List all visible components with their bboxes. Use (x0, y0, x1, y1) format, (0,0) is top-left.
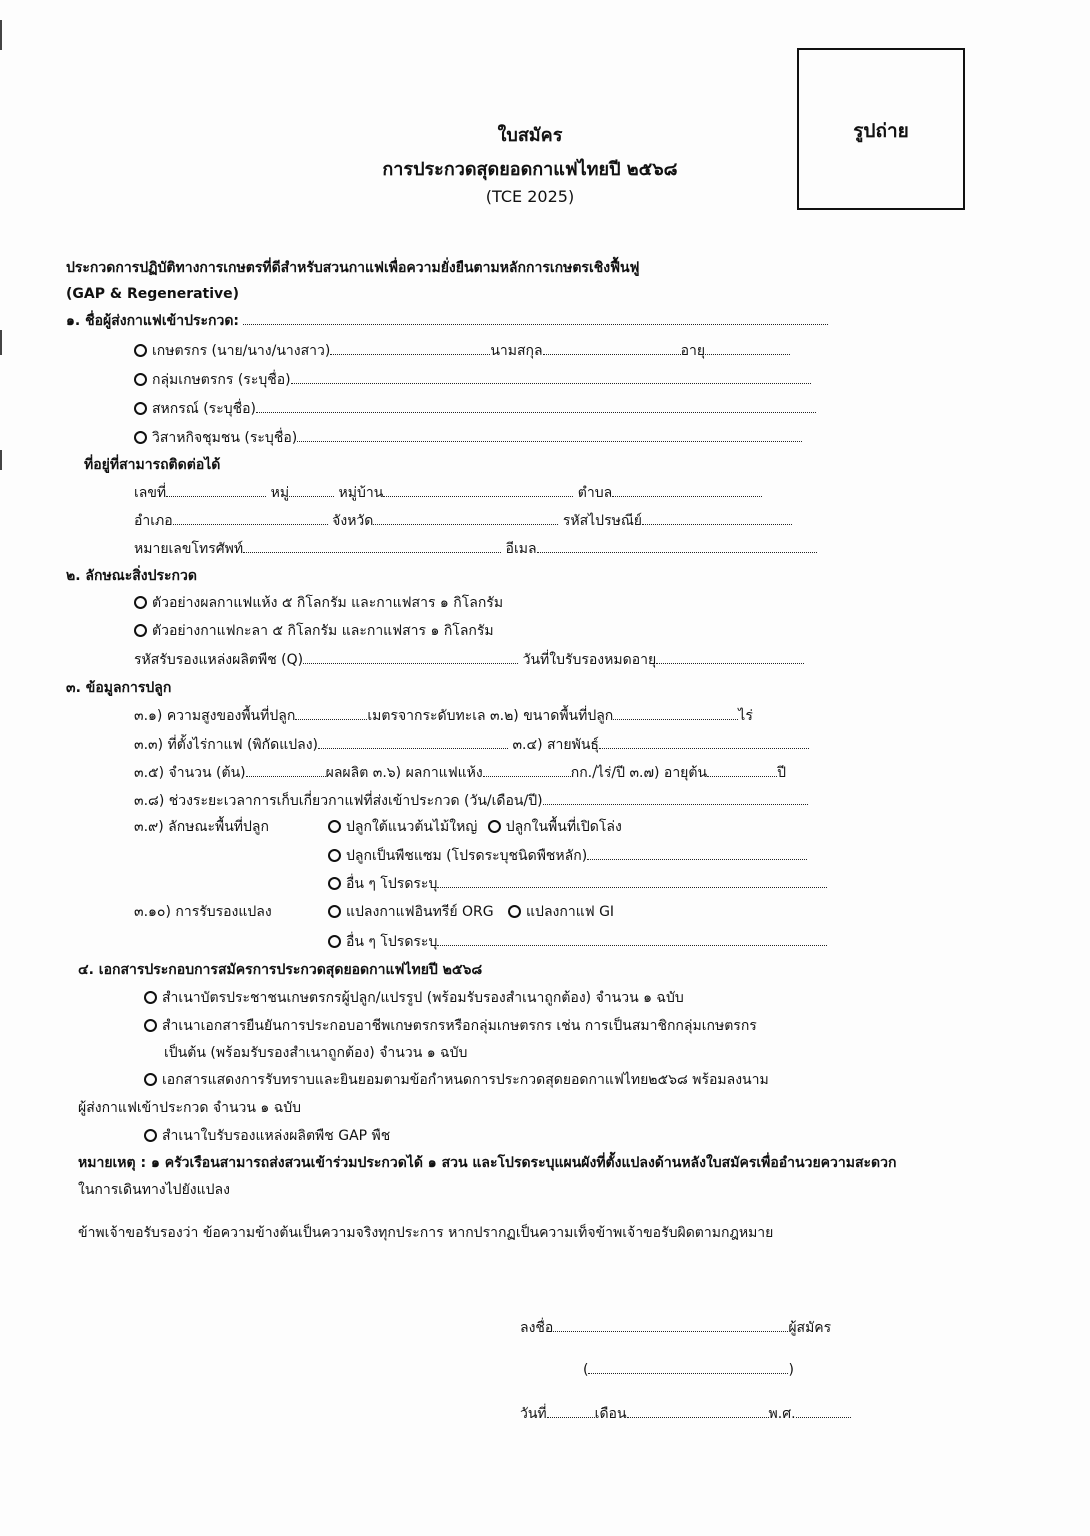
applicant-label: ผู้สมัคร (788, 1320, 832, 1336)
variety-label: ๓.๔) สายพันธุ์ (512, 737, 599, 753)
shade-label: ปลูกใต้แนวต้นไม้ใหญ่ (346, 819, 478, 835)
address-row-2 (134, 510, 792, 531)
organic-label: แปลงกาแฟอินทรีย์ ORG (346, 904, 494, 920)
gap-cert-label: สำเนาใบรับรองแหล่งผลิตพืช GAP พืช (162, 1128, 391, 1144)
area-type-label: ๓.๙) ลักษณะพื้นที่ปลูก (134, 819, 269, 835)
sample-option-row (134, 621, 494, 641)
q-code-row (134, 649, 804, 670)
surname-label: นามสกุล (490, 343, 543, 359)
dried-cherry-label: ตัวอย่างผลกาแฟแห้ง ๕ กิโลกรัม และกาแฟสาร ๑ กิโลกรัม (152, 595, 504, 611)
document-row (144, 988, 684, 1008)
category-line: ประกวดการปฏิบัติทางการเกษตรที่ดีสำหรับสวนกาแฟเพื่อความยั่งยืนตามหลักการเกษตรเชิงฟื้นฟู (66, 260, 640, 276)
address-row-1 (134, 482, 762, 503)
gi-label: แปลงกาแฟ GI (526, 904, 615, 920)
district-label: อำเภอ (134, 513, 173, 529)
cert-label: ๓.๑๐) การรับรองแปลง (134, 904, 272, 920)
group-label: กลุ่มเกษตรกร (ระบุชื่อ) (152, 372, 291, 388)
section2-heading: ๒. ลักษณะสิ่งประกวด (66, 568, 197, 584)
trees-label: ๓.๕) จำนวน (ต้น) (134, 765, 246, 781)
parchment-label: ตัวอย่างกาแฟกะลา ๕ กิโลกรัม และกาแฟสาร ๑ กิโลกรัม (152, 623, 494, 639)
village-label: หมู่บ้าน (338, 485, 384, 501)
subdistrict-label: ตำบล (577, 485, 613, 501)
other-area-radio[interactable] (328, 877, 341, 890)
enterprise-name-field[interactable] (297, 427, 802, 442)
year-field[interactable] (796, 1403, 851, 1418)
other-area-field[interactable] (437, 873, 827, 888)
address-row-3 (134, 538, 817, 559)
dried-cherry-radio[interactable] (134, 596, 147, 609)
intercrop-radio[interactable] (328, 849, 341, 862)
document-row (144, 1070, 769, 1090)
form-code: (TCE 2025) (485, 187, 575, 206)
house-no-label: เลขที่ (134, 485, 167, 501)
altitude-row (134, 705, 753, 726)
district-field[interactable] (173, 510, 328, 525)
declaration: ข้าพเจ้าขอรับรองว่า ข้อความข้างต้นเป็นความจริงทุกประการ หากปรากฏเป็นความเท็จข้าพเจ้าขอรับผิดตามกฎหมาย (78, 1225, 774, 1241)
consent-doc-label-cont: ผู้ส่งกาแฟเข้าประกวด จำนวน ๑ ฉบับ (78, 1100, 302, 1116)
address-heading: ที่อยู่ที่สามารถติดต่อได้ (84, 457, 221, 473)
note-line: หมายเหตุ : ๑ ครัวเรือนสามารถส่งสวนเข้าร่วมประกวดได้ ๑ สวน และโปรดระบุแผนผังที่ตั้งแปลงด้านหลังใบสมัครเพื่ออำนวยความสะดวก (78, 1155, 897, 1171)
scan-edge-mark (0, 20, 2, 50)
other-cert-radio[interactable] (328, 935, 341, 948)
coop-name-field[interactable] (256, 398, 816, 413)
note-line: ในการเดินทางไปยังแปลง (78, 1182, 230, 1198)
signature-field[interactable] (553, 1317, 788, 1332)
moo-label: หมู่ (270, 485, 290, 501)
other-cert-field[interactable] (437, 931, 827, 946)
other-area-label: อื่น ๆ โปรดระบุ (346, 876, 438, 892)
rai-label: ไร่ (738, 708, 753, 724)
intercrop-field[interactable] (587, 845, 807, 860)
phone-field[interactable] (243, 538, 501, 553)
yield-field[interactable] (483, 762, 571, 777)
occupation-doc-checkbox[interactable] (144, 1019, 157, 1032)
q-code-label: รหัสรับรองแหล่งผลิตพืช (Q) (134, 652, 304, 668)
applicant-name-field[interactable] (243, 310, 828, 325)
variety-field[interactable] (599, 734, 809, 749)
yield-label: ผลผลิต ๓.๖) ผลกาแฟแห้ง (325, 765, 483, 781)
enterprise-label: วิสาหกิจชุมชน (ระบุชื่อ) (152, 430, 298, 446)
day-field[interactable] (547, 1403, 595, 1418)
surname-field[interactable] (543, 340, 681, 355)
intercrop-row (328, 845, 807, 866)
phone-label: หมายเลขโทรศัพท์ (134, 541, 244, 557)
section1-row (66, 310, 828, 331)
section4-heading: ๔. เอกสารประกอบการสมัครการประกวดสุดยอดกาแฟไทยปี ๒๕๖๘ (78, 962, 483, 978)
trees-row (134, 762, 786, 783)
email-label: อีเมล (505, 541, 537, 557)
group-row (134, 369, 811, 390)
section3-heading: ๓. ข้อมูลการปลูก (66, 680, 172, 696)
subdistrict-field[interactable] (612, 482, 762, 497)
village-field[interactable] (383, 482, 573, 497)
photo-box[interactable] (797, 48, 965, 210)
scan-edge-mark (0, 330, 2, 355)
postcode-label: รหัสไปรษณีย์ (562, 513, 643, 529)
year-label: พ.ศ. (768, 1406, 796, 1422)
province-label: จังหวัด (332, 513, 374, 529)
shade-radio[interactable] (328, 820, 341, 833)
moo-field[interactable] (289, 482, 334, 497)
yield-unit-label: กก./ไร่/ปี ๓.๗) อายุต้น (570, 765, 708, 781)
farmer-row (134, 340, 790, 361)
intercrop-label: ปลูกเป็นพืชแซม (โปรดระบุชนิดพืชหลัก) (346, 848, 588, 864)
id-card-label: สำเนาบัตรประชาชนเกษตรกรผู้ปลูก/แปรรูป (พร้อมรับรองสำเนาถูกต้อง) จำนวน ๑ ฉบับ (162, 990, 684, 1006)
organic-radio[interactable] (328, 905, 341, 918)
date-row (520, 1403, 851, 1424)
harvest-row (134, 790, 808, 811)
printed-name-field[interactable] (588, 1359, 788, 1374)
coop-label: สหกรณ์ (ระบุชื่อ) (152, 401, 256, 417)
consent-doc-checkbox[interactable] (144, 1073, 157, 1086)
farmer-radio[interactable] (134, 344, 147, 357)
location-row (134, 734, 809, 755)
other-area-row (328, 873, 827, 894)
email-field[interactable] (537, 538, 817, 553)
sample-option-row (134, 593, 503, 613)
group-name-field[interactable] (291, 369, 811, 384)
occupation-doc-label-cont: เป็นต้น (พร้อมรับรองสำเนาถูกต้อง) จำนวน ๑ ฉบับ (164, 1045, 468, 1061)
harvest-field[interactable] (543, 790, 808, 805)
sign-label: ลงชื่อ (520, 1320, 554, 1336)
scan-edge-mark (0, 450, 2, 470)
document-row (144, 1126, 390, 1146)
parchment-radio[interactable] (134, 624, 147, 637)
section1-heading: ๑. ชื่อผู้ส่งกาแฟเข้าประกวด: (66, 313, 240, 329)
occupation-doc-label: สำเนาเอกสารยืนยันการประกอบอาชีพเกษตรกรหรือกลุ่มเกษตรกร เช่น การเป็นสมาชิกกลุ่มเกษตรกร (162, 1018, 757, 1034)
altitude-label: ๓.๑) ความสูงของพื้นที่ปลูก (134, 708, 296, 724)
photo-label: รูปถ่าย (853, 120, 909, 142)
document-row (144, 1016, 757, 1036)
open-paren: ( (583, 1362, 589, 1378)
month-label: เดือน (594, 1406, 627, 1422)
harvest-label: ๓.๘) ช่วงระยะเวลาการเก็บเกี่ยวกาแฟที่ส่งเข้าประกวด (วัน/เดือน/ปี) (134, 793, 543, 809)
altitude-field[interactable] (295, 705, 367, 720)
gap-cert-checkbox[interactable] (144, 1129, 157, 1142)
q-code-field[interactable] (303, 649, 518, 664)
other-cert-row (328, 931, 827, 952)
open-field-radio[interactable] (488, 820, 501, 833)
province-field[interactable] (373, 510, 558, 525)
expiry-label: วันที่ใบรับรองหมดอายุ (522, 652, 657, 668)
close-paren: ) (788, 1362, 794, 1378)
coop-row (134, 398, 816, 419)
trees-field[interactable] (246, 762, 326, 777)
category-line: (GAP & Regenerative) (66, 286, 240, 302)
gi-radio[interactable] (508, 905, 521, 918)
other-cert-label: อื่น ๆ โปรดระบุ (346, 934, 438, 950)
age-field[interactable] (705, 340, 790, 355)
area-type-row (328, 817, 622, 837)
altitude-unit-label: เมตรจากระดับทะเล ๓.๒) ขนาดพื้นที่ปลูก (367, 708, 614, 724)
consent-doc-label: เอกสารแสดงการรับทราบและยินยอมตามข้อกำหนดการประกวดสุดยอดกาแฟไทย๒๕๖๘ พร้อมลงนาม (162, 1072, 769, 1088)
coop-radio[interactable] (134, 402, 147, 415)
enterprise-radio[interactable] (134, 431, 147, 444)
month-field[interactable] (627, 1403, 769, 1418)
tree-age-field[interactable] (707, 762, 777, 777)
form-title: ใบสมัคร (497, 125, 563, 146)
form-subtitle: การประกวดสุดยอดกาแฟไทยปี ๒๕๖๘ (382, 159, 678, 180)
open-field-label: ปลูกในพื้นที่เปิดโล่ง (505, 819, 622, 835)
enterprise-row (134, 427, 802, 448)
group-radio[interactable] (134, 373, 147, 386)
area-size-field[interactable] (613, 705, 738, 720)
farmer-name-field[interactable] (330, 340, 490, 355)
id-card-checkbox[interactable] (144, 991, 157, 1004)
age-label: อายุ (680, 343, 706, 359)
location-label: ๓.๓) ที่ตั้งไร่กาแฟ (พิกัดแปลง) (134, 737, 318, 753)
expiry-field[interactable] (656, 649, 804, 664)
farmer-label: เกษตรกร (นาย/นาง/นางสาว) (152, 343, 331, 359)
cert-row (328, 902, 614, 922)
signature-row (520, 1317, 831, 1338)
location-field[interactable] (318, 734, 508, 749)
postcode-field[interactable] (642, 510, 792, 525)
printed-name-row (583, 1359, 794, 1380)
date-label: วันที่ (520, 1406, 547, 1422)
house-no-field[interactable] (166, 482, 266, 497)
year-label: ปี (777, 765, 786, 781)
